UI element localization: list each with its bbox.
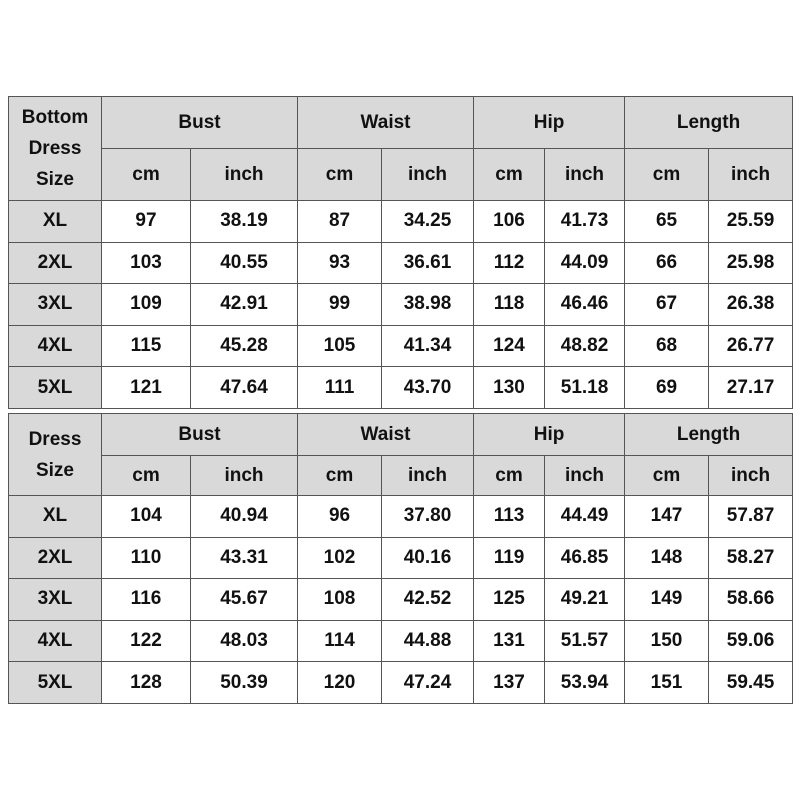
size-label: 3XL (9, 579, 102, 621)
unit-header: inch (709, 149, 793, 201)
size-label: XL (9, 201, 102, 243)
measurement-cell: 50.39 (191, 662, 298, 704)
unit-header: cm (298, 149, 382, 201)
size-label: 2XL (9, 537, 102, 579)
group-header-length: Length (625, 97, 793, 149)
measurement-cell: 58.27 (709, 537, 793, 579)
group-header-hip: Hip (474, 97, 625, 149)
measurement-cell: 45.67 (191, 579, 298, 621)
measurement-cell: 44.88 (382, 620, 474, 662)
corner-label-line: Bottom (21, 107, 89, 128)
measurement-cell: 40.55 (191, 242, 298, 284)
measurement-cell: 36.61 (382, 242, 474, 284)
corner-label-line: Size (35, 169, 75, 190)
measurement-cell: 46.85 (545, 537, 625, 579)
measurement-cell: 41.73 (545, 201, 625, 243)
measurement-cell: 113 (474, 496, 545, 538)
size-corner-header (9, 414, 102, 496)
measurement-cell: 49.21 (545, 579, 625, 621)
measurement-cell: 97 (102, 201, 191, 243)
group-header-bust: Bust (102, 414, 298, 456)
measurement-cell: 106 (474, 201, 545, 243)
measurement-cell: 67 (625, 284, 709, 326)
measurement-cell: 131 (474, 620, 545, 662)
measurement-cell: 25.98 (709, 242, 793, 284)
measurement-cell: 44.09 (545, 242, 625, 284)
table-row (9, 367, 793, 409)
measurement-cell: 115 (102, 325, 191, 367)
unit-header: inch (191, 456, 298, 496)
measurement-cell: 150 (625, 620, 709, 662)
measurement-cell: 42.52 (382, 579, 474, 621)
measurement-cell: 137 (474, 662, 545, 704)
measurement-cell: 68 (625, 325, 709, 367)
unit-header: cm (102, 456, 191, 496)
measurement-cell: 41.34 (382, 325, 474, 367)
measurement-cell: 120 (298, 662, 382, 704)
measurement-cell: 26.77 (709, 325, 793, 367)
measurement-cell: 112 (474, 242, 545, 284)
measurement-cell: 125 (474, 579, 545, 621)
table-row (9, 537, 793, 579)
table-row (9, 496, 793, 538)
measurement-cell: 105 (298, 325, 382, 367)
corner-label-line: Dress (28, 138, 82, 159)
size-label: 5XL (9, 662, 102, 704)
unit-header: inch (709, 456, 793, 496)
unit-header: cm (102, 149, 191, 201)
measurement-cell: 48.03 (191, 620, 298, 662)
measurement-cell: 40.16 (382, 537, 474, 579)
table-row (9, 579, 793, 621)
measurement-cell: 37.80 (382, 496, 474, 538)
unit-header: cm (625, 456, 709, 496)
measurement-cell: 87 (298, 201, 382, 243)
measurement-cell: 40.94 (191, 496, 298, 538)
dress-size-table (8, 413, 793, 704)
measurement-cell: 102 (298, 537, 382, 579)
measurement-cell: 130 (474, 367, 545, 409)
table-row (9, 325, 793, 367)
size-label: 4XL (9, 325, 102, 367)
measurement-cell: 44.49 (545, 496, 625, 538)
measurement-cell: 66 (625, 242, 709, 284)
measurement-cell: 69 (625, 367, 709, 409)
corner-label-line: Dress (28, 428, 82, 450)
table-row (9, 284, 793, 326)
measurement-cell: 47.64 (191, 367, 298, 409)
measurement-cell: 51.18 (545, 367, 625, 409)
measurement-cell: 26.38 (709, 284, 793, 326)
measurement-cell: 38.98 (382, 284, 474, 326)
table-row (9, 662, 793, 704)
table-row (9, 620, 793, 662)
unit-header-row (9, 456, 793, 496)
unit-header: inch (545, 456, 625, 496)
group-header-row (9, 414, 793, 456)
measurement-cell: 38.19 (191, 201, 298, 243)
unit-header: cm (474, 149, 545, 201)
measurement-cell: 45.28 (191, 325, 298, 367)
unit-header: inch (382, 149, 474, 201)
unit-header: inch (545, 149, 625, 201)
unit-header: inch (191, 149, 298, 201)
measurement-cell: 108 (298, 579, 382, 621)
measurement-cell: 57.87 (709, 496, 793, 538)
measurement-cell: 110 (102, 537, 191, 579)
unit-header: inch (382, 456, 474, 496)
size-label: 3XL (9, 284, 102, 326)
measurement-cell: 46.46 (545, 284, 625, 326)
measurement-cell: 124 (474, 325, 545, 367)
measurement-cell: 42.91 (191, 284, 298, 326)
measurement-cell: 93 (298, 242, 382, 284)
measurement-cell: 121 (102, 367, 191, 409)
table-row (9, 201, 793, 243)
group-header-waist: Waist (298, 414, 474, 456)
measurement-cell: 149 (625, 579, 709, 621)
measurement-cell: 114 (298, 620, 382, 662)
measurement-cell: 111 (298, 367, 382, 409)
measurement-cell: 65 (625, 201, 709, 243)
measurement-cell: 147 (625, 496, 709, 538)
measurement-cell: 118 (474, 284, 545, 326)
size-label: 4XL (9, 620, 102, 662)
group-header-hip: Hip (474, 414, 625, 456)
group-header-row (9, 97, 793, 149)
measurement-cell: 59.45 (709, 662, 793, 704)
measurement-cell: 59.06 (709, 620, 793, 662)
measurement-cell: 109 (102, 284, 191, 326)
size-label: 2XL (9, 242, 102, 284)
measurement-cell: 103 (102, 242, 191, 284)
measurement-cell: 119 (474, 537, 545, 579)
measurement-cell: 58.66 (709, 579, 793, 621)
measurement-cell: 96 (298, 496, 382, 538)
measurement-cell: 43.70 (382, 367, 474, 409)
unit-header: cm (625, 149, 709, 201)
measurement-cell: 47.24 (382, 662, 474, 704)
measurement-cell: 53.94 (545, 662, 625, 704)
measurement-cell: 99 (298, 284, 382, 326)
group-header-waist: Waist (298, 97, 474, 149)
unit-header: cm (474, 456, 545, 496)
measurement-cell: 148 (625, 537, 709, 579)
measurement-cell: 104 (102, 496, 191, 538)
corner-label-line: Size (35, 459, 75, 481)
measurement-cell: 128 (102, 662, 191, 704)
measurement-cell: 116 (102, 579, 191, 621)
measurement-cell: 48.82 (545, 325, 625, 367)
group-header-length: Length (625, 414, 793, 456)
unit-header: cm (298, 456, 382, 496)
measurement-cell: 34.25 (382, 201, 474, 243)
size-corner-header (9, 97, 102, 201)
bottom-dress-size-table (8, 96, 793, 409)
table-row (9, 242, 793, 284)
measurement-cell: 43.31 (191, 537, 298, 579)
measurement-cell: 27.17 (709, 367, 793, 409)
unit-header-row (9, 149, 793, 201)
size-label: XL (9, 496, 102, 538)
size-label: 5XL (9, 367, 102, 409)
group-header-bust: Bust (102, 97, 298, 149)
measurement-cell: 122 (102, 620, 191, 662)
measurement-cell: 51.57 (545, 620, 625, 662)
measurement-cell: 25.59 (709, 201, 793, 243)
measurement-cell: 151 (625, 662, 709, 704)
